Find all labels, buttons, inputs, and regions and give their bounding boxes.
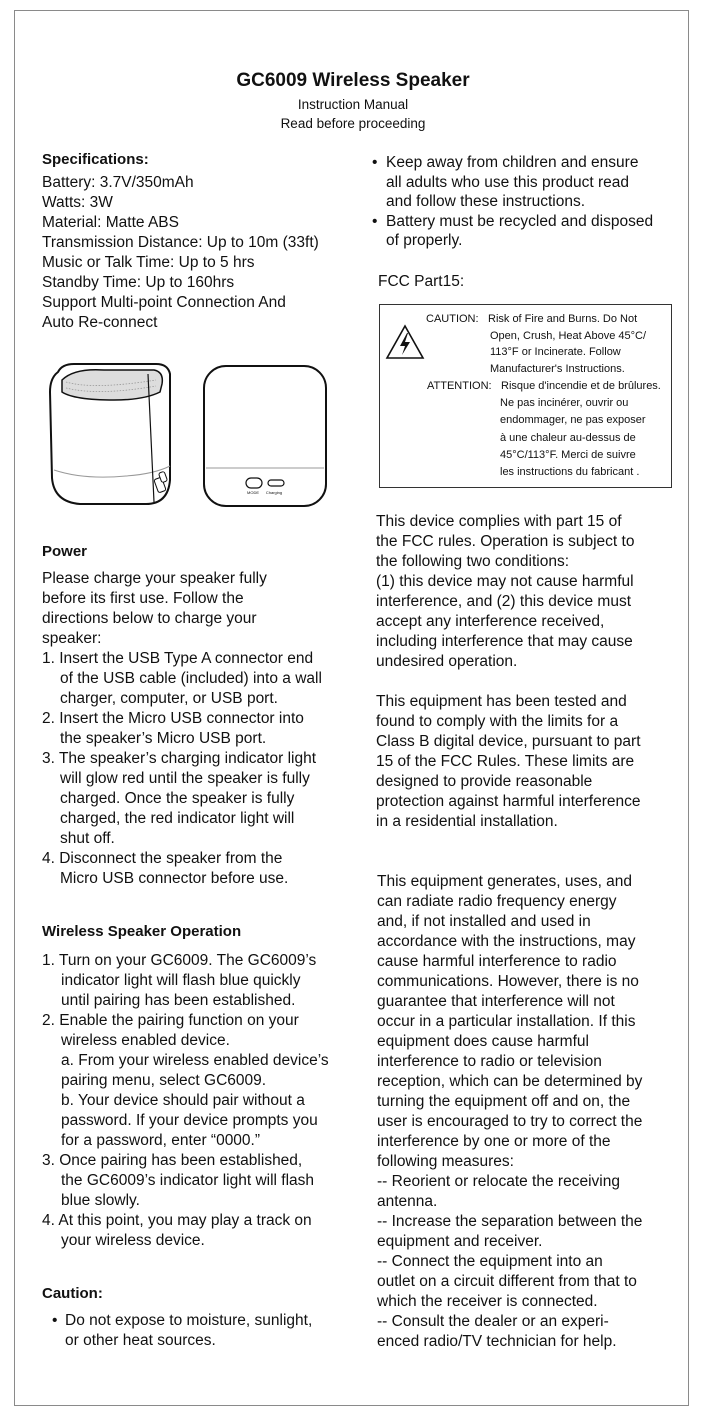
fcc-text-line: Class B digital device, pursuant to part <box>376 733 641 750</box>
caution-list <box>52 1311 312 1351</box>
power-intro-line: before its first use. Follow the <box>42 590 244 607</box>
operation-line: your wireless device. <box>61 1232 205 1249</box>
caution-item <box>52 1311 312 1331</box>
power-step-line: charged. Once the speaker is fully <box>60 790 295 807</box>
fcc-text-line: -- Increase the separation between the <box>377 1213 643 1230</box>
fcc-text-line: equipment does cause harmful <box>377 1033 589 1050</box>
fcc-text-line: user is encouraged to try to correct the <box>377 1113 643 1130</box>
warning-box <box>379 304 672 488</box>
fcc-text-line: undesired operation. <box>376 653 518 670</box>
power-step-line: 1. Insert the USB Type A connector end <box>42 650 314 667</box>
fcc-text-line: interference to radio or television <box>377 1053 602 1070</box>
attention-label: ATTENTION: <box>427 380 492 392</box>
power-section <box>42 569 322 889</box>
attention-line: Ne pas incinérer, ouvrir ou <box>500 397 629 410</box>
power-intro-line: Please charge your speaker fully <box>42 570 267 587</box>
fcc-text-line: -- Consult the dealer or an experi- <box>377 1313 609 1330</box>
operation-heading: Wireless Speaker Operation <box>42 923 242 940</box>
operation-line: blue slowly. <box>61 1192 140 1209</box>
caution-text: Do not expose to moisture, sunlight, <box>65 1312 313 1329</box>
fcc-text-line: in a residential installation. <box>376 813 558 830</box>
operation-line: until pairing has been established. <box>61 992 296 1009</box>
fcc-paragraph-2 <box>376 692 641 832</box>
fcc-text-line: This equipment generates, uses, and <box>377 873 633 890</box>
safety-bullet-line <box>372 153 653 173</box>
bullet: • <box>52 1312 58 1329</box>
fcc-text-line: -- Reorient or relocate the receiving <box>377 1173 620 1190</box>
power-step-line: charger, computer, or USB port. <box>60 690 278 707</box>
specs-list <box>42 173 319 333</box>
spec-line: Music or Talk Time: Up to 5 hrs <box>42 254 255 271</box>
fcc-text-line: which the receiver is connected. <box>377 1293 598 1310</box>
caution-item <box>52 1331 312 1351</box>
operation-line: password. If your device prompts you <box>61 1112 318 1129</box>
power-step-line: shut off. <box>60 830 115 847</box>
operation-line: indicator light will flash blue quickly <box>61 972 301 989</box>
power-step-line: Micro USB connector before use. <box>60 870 289 887</box>
safety-bullet-line <box>372 231 653 251</box>
caution-line: 113°F or Incinerate. Follow <box>490 346 621 358</box>
spec-line: Auto Re-connect <box>42 314 158 331</box>
spec-line: Standby Time: Up to 160hrs <box>42 274 235 291</box>
operation-steps <box>42 951 329 1251</box>
safety-bullet-line <box>372 192 653 212</box>
fcc-text-line: the following two conditions: <box>376 553 570 570</box>
attention-line: Risque d'incendie et de brûlures. <box>501 380 661 392</box>
fcc-text-line: protection against harmful interference <box>376 793 641 810</box>
caution-label: CAUTION: <box>426 313 479 325</box>
speaker-illustration <box>44 362 334 512</box>
fcc-text-line: communications. However, there is no <box>377 973 639 990</box>
warning-triangle-icon <box>385 324 425 360</box>
operation-line: 3. Once pairing has been established, <box>42 1152 303 1169</box>
caution-text: or other heat sources. <box>65 1332 216 1349</box>
fcc-text-line: and, if not installed and used in <box>377 913 591 930</box>
spec-line: Transmission Distance: Up to 10m (33ft) <box>42 234 319 251</box>
fcc-text-line: can radiate radio frequency energy <box>377 893 617 910</box>
fcc-text-line: antenna. <box>377 1193 438 1210</box>
fcc-text-line: interference by one or more of the <box>377 1133 611 1150</box>
power-step-line: charged, the red indicator light will <box>60 810 295 827</box>
fcc-text-line: interference, and (2) this device must <box>376 593 632 610</box>
fcc-text-line: accordance with the instructions, may <box>377 933 636 950</box>
power-step-line: 3. The speaker’s charging indicator light <box>42 750 316 767</box>
fcc-label: FCC Part15: <box>378 273 465 290</box>
caution-heading: Caution: <box>42 1285 103 1302</box>
fcc-text-line: reception, which can be determined by <box>377 1073 643 1090</box>
bullet: • <box>372 212 378 230</box>
fcc-paragraph-3 <box>377 872 642 1352</box>
manual-note: Read before proceeding <box>280 116 426 131</box>
fcc-text-line: the FCC rules. Operation is subject to <box>376 533 635 550</box>
port-label-charging: Charging <box>265 490 283 495</box>
operation-line: 4. At this point, you may play a track on <box>42 1212 312 1229</box>
safety-bullet-line <box>372 212 653 232</box>
fcc-text-line: This equipment has been tested and <box>376 693 627 710</box>
spec-line: Battery: 3.7V/350mAh <box>42 174 194 191</box>
fcc-text-line: (1) this device may not cause harmful <box>376 573 634 590</box>
fcc-text-line: cause harmful interference to radio <box>377 953 617 970</box>
operation-line: wireless enabled device. <box>61 1032 230 1049</box>
fcc-text-line: designed to provide reasonable <box>376 773 593 790</box>
fcc-text-line: accept any interference received, <box>376 613 605 630</box>
manual-subtitle: Instruction Manual <box>297 97 409 112</box>
operation-line: 1. Turn on your GC6009. The GC6009’s <box>42 952 317 969</box>
operation-line: b. Your device should pair without a <box>61 1092 305 1109</box>
fcc-text-line: occur in a particular installation. If this <box>377 1013 636 1030</box>
power-intro-line: directions below to charge your <box>42 610 257 627</box>
port-label-mode: MODE <box>247 490 259 495</box>
manual-title: GC6009 Wireless Speaker <box>236 70 470 91</box>
fcc-text-line: -- Connect the equipment into an <box>377 1253 603 1270</box>
power-step-line: the speaker’s Micro USB port. <box>60 730 267 747</box>
power-step-line: 4. Disconnect the speaker from the <box>42 850 283 867</box>
fcc-text-line: following measures: <box>377 1153 514 1170</box>
operation-line: for a password, enter “0000.” <box>61 1132 261 1149</box>
specs-heading: Specifications: <box>42 151 149 168</box>
safety-bullet-line <box>372 173 653 193</box>
spec-line: Support Multi-point Connection And <box>42 294 286 311</box>
caution-line: Manufacturer's Instructions. <box>490 362 625 375</box>
attention-line: à une chaleur au-dessus de <box>500 431 636 444</box>
spec-line: Material: Matte ABS <box>42 214 179 231</box>
attention-line: endommager, ne pas exposer <box>500 414 646 427</box>
operation-line: a. From your wireless enabled device’s <box>61 1052 329 1069</box>
fcc-text-line: turning the equipment off and on, the <box>377 1093 631 1110</box>
safety-text: of properly. <box>386 232 463 250</box>
operation-line: 2. Enable the pairing function on your <box>42 1012 299 1029</box>
safety-bullets <box>372 153 653 251</box>
fcc-text-line: This device complies with part 15 of <box>376 513 622 530</box>
operation-line: the GC6009’s indicator light will flash <box>61 1172 315 1189</box>
fcc-text-line: equipment and receiver. <box>377 1233 543 1250</box>
fcc-text-line: found to comply with the limits for a <box>376 713 619 730</box>
attention-line: 45°C/113°F. Merci de suivre <box>500 448 636 461</box>
fcc-text-line: outlet on a circuit different from that to <box>377 1273 637 1290</box>
safety-text: Battery must be recycled and disposed <box>386 212 654 230</box>
power-step-line: of the USB cable (included) into a wall <box>60 670 322 687</box>
power-step-line: 2. Insert the Micro USB connector into <box>42 710 304 727</box>
fcc-paragraph-1 <box>376 512 634 672</box>
bullet: • <box>372 154 378 171</box>
caution-line: Risk of Fire and Burns. Do Not <box>488 313 638 325</box>
attention-line: les instructions du fabricant . <box>500 466 640 478</box>
fcc-text-line: 15 of the FCC Rules. These limits are <box>376 753 635 770</box>
fcc-text-line: including interference that may cause <box>376 633 633 650</box>
safety-text: Keep away from children and ensure <box>386 154 639 171</box>
caution-line: Open, Crush, Heat Above 45°C/ <box>490 329 647 342</box>
power-intro-line: speaker: <box>42 630 102 647</box>
power-step-line: will glow red until the speaker is fully <box>60 770 310 787</box>
safety-text: and follow these instructions. <box>386 193 586 211</box>
spec-line: Watts: 3W <box>42 194 113 211</box>
fcc-text-line: enced radio/TV technician for help. <box>377 1333 617 1350</box>
fcc-text-line: guarantee that interference will not <box>377 993 615 1010</box>
power-heading: Power <box>42 543 88 560</box>
operation-line: pairing menu, select GC6009. <box>61 1072 267 1089</box>
safety-text: all adults who use this product read <box>386 173 629 191</box>
